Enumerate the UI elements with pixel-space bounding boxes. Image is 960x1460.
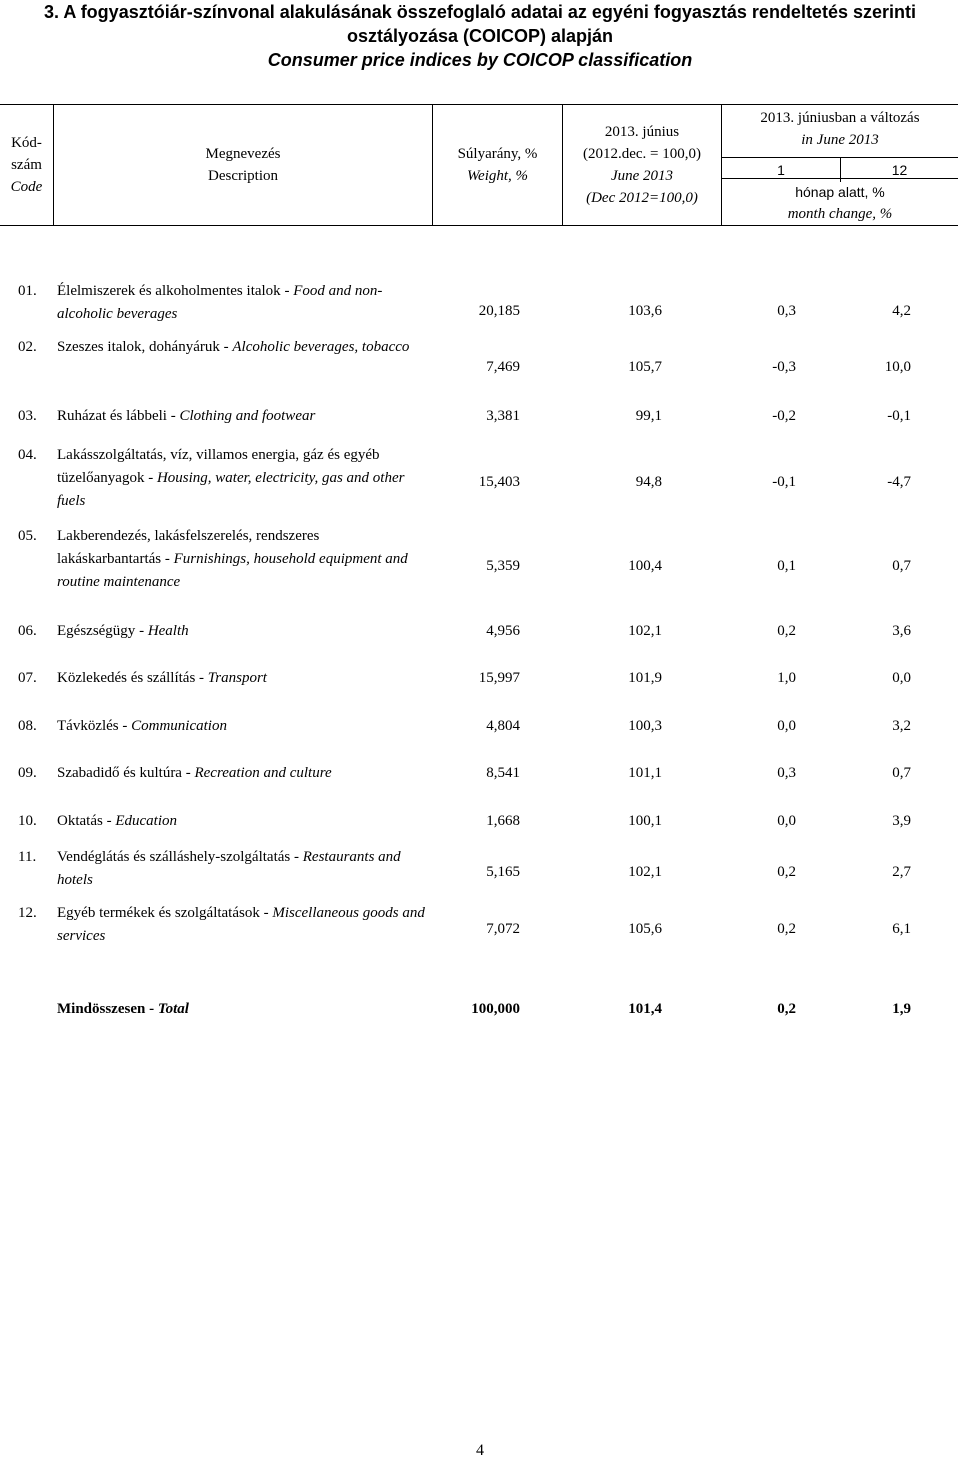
row-description [57, 762, 427, 785]
row-description [57, 444, 427, 513]
header-index-line: (2012.dec. = 100,0) [582, 146, 701, 162]
row-description-en: Miscellaneous goods and services [57, 905, 425, 944]
row-description [57, 810, 427, 833]
row-description [57, 336, 427, 359]
row-index: 105,7 [628, 359, 662, 375]
total-index: 101,4 [628, 1001, 662, 1017]
row-weight: 5,165 [486, 864, 520, 880]
row-change-12-month: 0,0 [892, 670, 911, 686]
row-change-1-month: -0,2 [772, 408, 796, 424]
row-separator: - [219, 339, 233, 355]
row-change-1-month: -0,3 [772, 359, 796, 375]
row-change-1-month: 0,2 [777, 921, 796, 937]
row-index: 100,1 [628, 813, 662, 829]
row-change-1-month: 0,0 [777, 813, 796, 829]
row-separator: - [161, 551, 174, 567]
row-description-hu: Lakberendezés, lakásfelszerelés, rendszeres lakáskarbantartás [57, 528, 320, 567]
header-description-line: Description [208, 168, 278, 184]
row-code: 01. [18, 283, 37, 299]
row-change-1-month: -0,1 [772, 474, 796, 490]
row-description [57, 846, 427, 892]
header-code-line: Kód- [11, 135, 42, 151]
total-change-12-month: 1,9 [892, 1001, 911, 1017]
row-description [57, 715, 427, 738]
row-weight: 1,668 [486, 813, 520, 829]
row-weight: 7,072 [486, 921, 520, 937]
row-description-hu: Szabadidő és kultúra [57, 765, 182, 781]
row-index: 105,6 [628, 921, 662, 937]
row-separator: - [102, 813, 116, 829]
row-separator: - [280, 283, 294, 299]
row-separator: - [118, 718, 132, 734]
row-description-en: Restaurants and hotels [57, 849, 401, 888]
total-weight: 100,000 [471, 1001, 520, 1017]
row-description [57, 405, 427, 428]
row-code: 08. [18, 718, 37, 734]
row-index: 100,4 [628, 558, 662, 574]
header-code-line: szám [11, 157, 42, 173]
row-change-12-month: 6,1 [892, 921, 911, 937]
row-separator: - [259, 905, 273, 921]
total-separator: - [145, 1001, 158, 1017]
row-description-hu: Ruházat és lábbeli [57, 408, 167, 424]
row-code: 05. [18, 528, 37, 544]
row-code: 04. [18, 447, 37, 463]
row-code: 09. [18, 765, 37, 781]
row-description-hu: Közlekedés és szállítás [57, 670, 196, 686]
header-index [563, 105, 722, 225]
row-description-en: Clothing and footwear [179, 408, 316, 424]
row-description [57, 902, 427, 948]
header-weight-line: Súlyarány, % [457, 146, 538, 162]
row-index: 101,9 [628, 670, 662, 686]
row-change-1-month: 0,2 [777, 864, 796, 880]
row-description-hu: Egyéb termékek és szolgáltatások [57, 905, 260, 921]
row-weight: 20,185 [478, 303, 520, 319]
header-change-1-month: 1 [722, 158, 841, 182]
row-change-1-month: 0,0 [777, 718, 796, 734]
header-code-line: Code [10, 179, 43, 195]
header-change-months [722, 157, 958, 179]
row-weight: 4,804 [486, 718, 520, 734]
header-change-12-month: 12 [891, 162, 908, 178]
row-change-12-month: 2,7 [892, 864, 911, 880]
header-description [54, 105, 433, 225]
row-index: 99,1 [635, 408, 662, 424]
header-change-unit-hu: hónap alatt, % [795, 184, 885, 200]
header-weight [433, 105, 563, 225]
total-label-en: Total [157, 1001, 189, 1017]
total-change-1-month: 0,2 [777, 1001, 796, 1017]
page-title: 3. A fogyasztóiár-színvonal alakulásának összefoglaló adatai az egyéni fogyasztás rendeltetés szerinti [44, 2, 916, 22]
row-separator: - [195, 670, 208, 686]
header-index-line: (Dec 2012=100,0) [586, 190, 698, 206]
row-separator: - [181, 765, 195, 781]
row-description-hu: Szeszes italok, dohányáruk [57, 339, 220, 355]
row-index: 102,1 [628, 864, 662, 880]
row-description-hu: Egészségügy [57, 623, 136, 639]
row-description-en: Transport [207, 670, 267, 686]
row-description-hu: Oktatás [57, 813, 103, 829]
row-change-12-month: 0,7 [892, 765, 911, 781]
row-description-en: Furnishings, household equipment and routine maintenance [57, 551, 408, 590]
row-code: 11. [18, 849, 37, 865]
row-change-1-month: 0,2 [777, 623, 796, 639]
row-description [57, 280, 427, 326]
row-weight: 7,469 [486, 359, 520, 375]
row-description [57, 620, 427, 643]
row-description-hu: Távközlés [57, 718, 119, 734]
row-change-12-month: 4,2 [892, 303, 911, 319]
row-index: 94,8 [635, 474, 662, 490]
row-description-en: Food and non-alcoholic beverages [57, 283, 383, 322]
row-weight: 4,956 [486, 623, 520, 639]
total-label-hu: Mindösszesen [57, 1001, 146, 1017]
row-change-12-month: -4,7 [887, 474, 911, 490]
row-description-hu: Élelmiszerek és alkoholmentes italok [57, 283, 281, 299]
row-index: 103,6 [628, 303, 662, 319]
row-description-hu: Vendéglátás és szálláshely-szolgáltatás [57, 849, 291, 865]
row-description-en: Alcoholic beverages, tobacco [232, 339, 410, 355]
row-description-en: Recreation and culture [194, 765, 332, 781]
row-weight: 15,997 [478, 670, 520, 686]
row-change-1-month: 0,3 [777, 765, 796, 781]
row-code: 10. [18, 813, 37, 829]
row-code: 02. [18, 339, 37, 355]
page-subtitle-english: Consumer price indices by COICOP classification [267, 50, 693, 70]
header-weight-line: Weight, % [466, 168, 529, 184]
row-change-1-month: 0,1 [777, 558, 796, 574]
row-description-en: Housing, water, electricity, gas and other fuels [57, 470, 405, 509]
row-description [57, 667, 427, 690]
row-change-12-month: -0,1 [887, 408, 911, 424]
row-change-12-month: 0,7 [892, 558, 911, 574]
row-weight: 5,359 [486, 558, 520, 574]
page-number: 4 [476, 1442, 484, 1459]
row-description-en: Communication [131, 718, 227, 734]
row-description-en: Education [115, 813, 177, 829]
header-code [0, 105, 54, 225]
row-change-12-month: 3,6 [892, 623, 911, 639]
header-change-en: in June 2013 [801, 132, 879, 148]
header-index-line: 2013. június [604, 124, 680, 140]
row-index: 100,3 [628, 718, 662, 734]
total-label [57, 998, 427, 1021]
row-index: 102,1 [628, 623, 662, 639]
page-title-line2: osztályozása (COICOP) alapján [346, 26, 614, 46]
header-change [722, 105, 958, 225]
row-code: 06. [18, 623, 37, 639]
row-change-1-month: 0,3 [777, 303, 796, 319]
row-separator: - [135, 623, 148, 639]
row-weight: 3,381 [486, 408, 520, 424]
header-change-unit-en: month change, % [787, 206, 893, 222]
row-description-hu: Lakásszolgáltatás, víz, villamos energia, gáz és egyéb tüzelőanyagok [57, 447, 380, 486]
row-change-12-month: 3,9 [892, 813, 911, 829]
row-description-en: Health [147, 623, 189, 639]
row-code: 12. [18, 905, 37, 921]
row-change-12-month: 10,0 [884, 359, 911, 375]
row-separator: - [166, 408, 180, 424]
header-index-line: June 2013 [610, 168, 674, 184]
row-separator: - [290, 849, 303, 865]
row-index: 101,1 [628, 765, 662, 781]
header-change-hu: 2013. júniusban a változás [760, 110, 920, 126]
table-header [0, 104, 958, 226]
row-code: 03. [18, 408, 37, 424]
row-separator: - [144, 470, 157, 486]
row-change-1-month: 1,0 [777, 670, 796, 686]
header-description-line: Megnevezés [205, 146, 281, 162]
row-description [57, 525, 427, 594]
row-weight: 8,541 [486, 765, 520, 781]
row-weight: 15,403 [478, 474, 520, 490]
row-code: 07. [18, 670, 37, 686]
row-change-12-month: 3,2 [892, 718, 911, 734]
